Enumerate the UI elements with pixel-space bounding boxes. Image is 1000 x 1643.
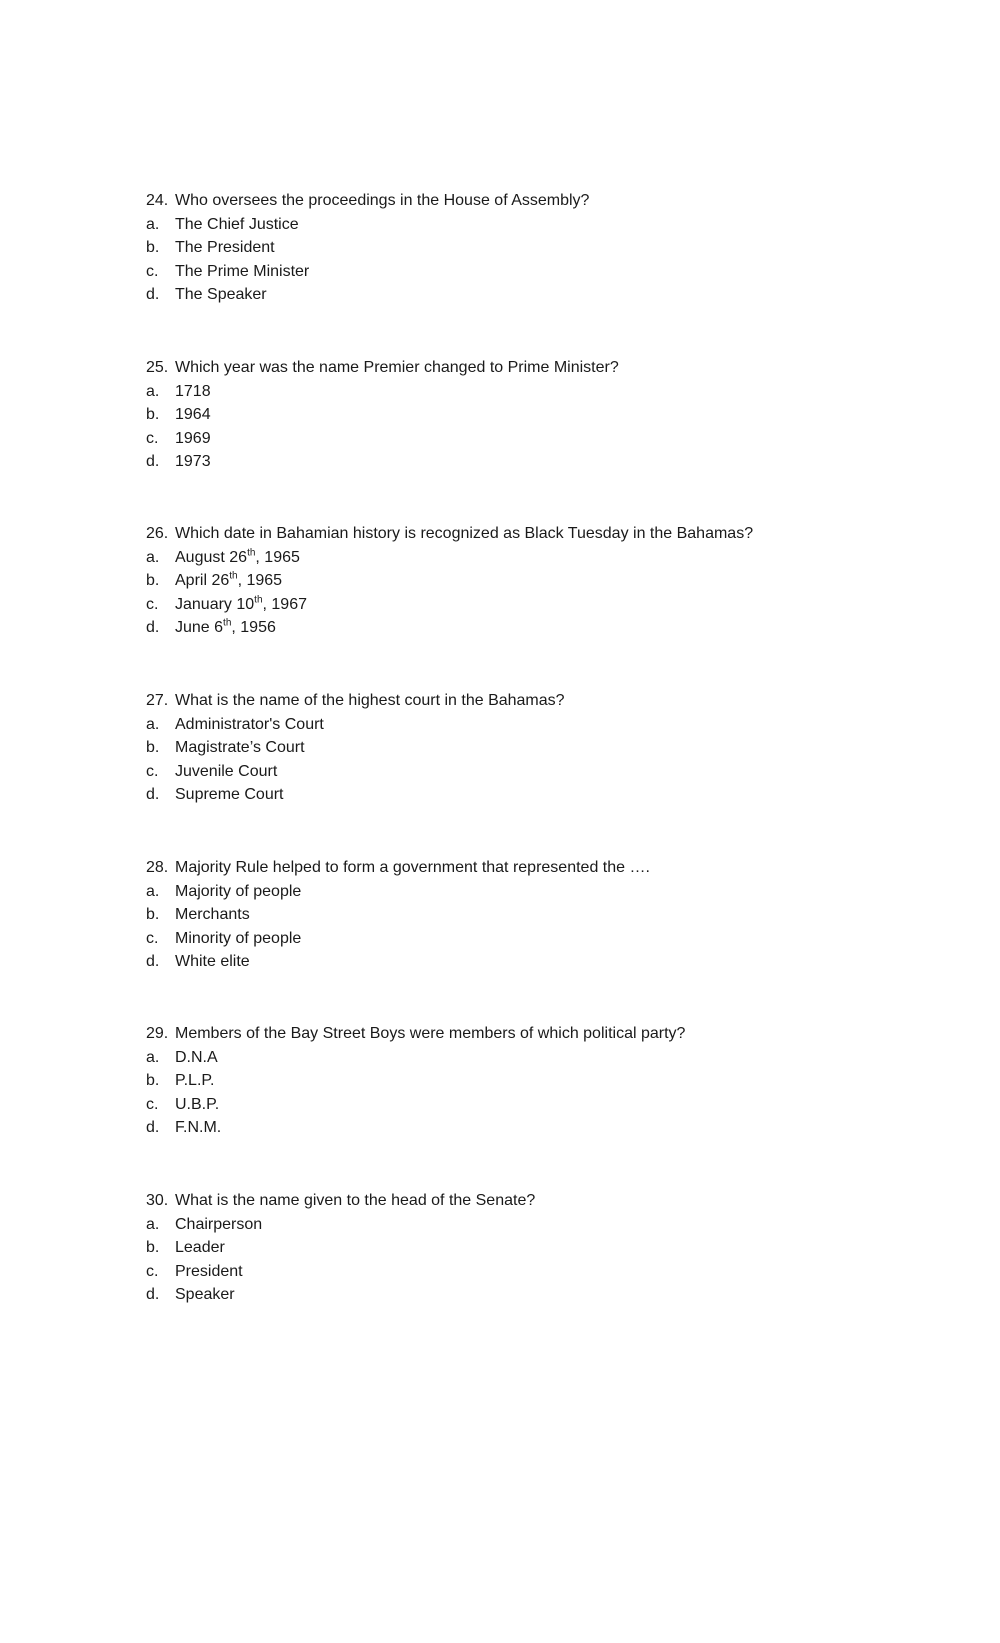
option-letter: c.	[146, 595, 159, 613]
answer-option-b[interactable]	[146, 903, 946, 927]
question-text: What is the name of the highest court in the Bahamas?	[175, 692, 565, 709]
ordinal-suffix: th	[223, 617, 232, 629]
option-text: Juvenile Court	[175, 762, 278, 780]
question-number: 27.	[146, 692, 169, 709]
option-letter: c.	[146, 762, 159, 780]
answer-option-b[interactable]	[146, 1236, 946, 1260]
option-text: D.N.A	[175, 1048, 218, 1066]
option-text: 1969	[175, 429, 211, 447]
option-text: U.B.P.	[175, 1095, 220, 1113]
date-year: , 1965	[237, 572, 283, 589]
question-stem	[146, 856, 946, 880]
option-letter: b.	[146, 1072, 160, 1089]
option-text: The Chief Justice	[175, 215, 299, 233]
option-text: The Prime Minister	[175, 262, 310, 280]
option-text	[175, 593, 307, 617]
question-stem	[146, 1189, 946, 1213]
question-number: 25.	[146, 359, 169, 376]
question-30	[146, 1189, 946, 1307]
answer-option-c[interactable]	[146, 927, 946, 951]
question-number: 24.	[146, 192, 169, 209]
option-text: White elite	[175, 953, 250, 970]
option-text: Magistrate’s Court	[175, 739, 305, 756]
question-25	[146, 356, 946, 474]
option-letter: a.	[146, 882, 160, 900]
question-number: 30.	[146, 1192, 169, 1209]
option-text: F.N.M.	[175, 1119, 222, 1136]
date-year: , 1965	[255, 548, 300, 566]
date-year: , 1956	[231, 619, 276, 636]
option-letter: d.	[146, 1119, 160, 1136]
option-text: Supreme Court	[175, 786, 284, 803]
answer-option-b[interactable]	[146, 736, 946, 760]
option-letter: b.	[146, 739, 160, 756]
option-text	[175, 546, 300, 570]
question-text: Who oversees the proceedings in the House of Assembly?	[175, 192, 590, 209]
option-text: Chairperson	[175, 1215, 263, 1233]
question-text: Members of the Bay Street Boys were members of which political party?	[175, 1025, 686, 1042]
option-letter: d.	[146, 786, 160, 803]
option-letter: c.	[146, 1095, 159, 1113]
question-text: Which year was the name Premier changed to Prime Minister?	[175, 359, 619, 376]
answer-option-a[interactable]	[146, 713, 946, 737]
option-letter: a.	[146, 715, 160, 733]
option-letter: c.	[146, 429, 159, 447]
option-text: 1973	[175, 453, 211, 470]
question-stem	[146, 189, 946, 213]
question-27	[146, 689, 946, 807]
answer-option-c[interactable]	[146, 1260, 946, 1284]
option-text: Speaker	[175, 1286, 235, 1303]
answer-option-b[interactable]	[146, 236, 946, 260]
ordinal-suffix: th	[229, 570, 238, 582]
question-29	[146, 1022, 946, 1140]
answer-option-b[interactable]	[146, 569, 946, 593]
ordinal-suffix: th	[254, 594, 263, 606]
option-letter: a.	[146, 1048, 160, 1066]
answer-option-d[interactable]	[146, 783, 946, 807]
date-day: June 6	[175, 619, 224, 636]
date-day: January 10	[175, 595, 255, 613]
question-24	[146, 189, 946, 307]
answer-option-d[interactable]	[146, 1283, 946, 1307]
question-number: 26.	[146, 525, 169, 542]
option-text: 1718	[175, 382, 211, 400]
question-stem	[146, 1022, 946, 1046]
answer-option-a[interactable]	[146, 380, 946, 404]
question-number: 28.	[146, 859, 169, 876]
date-day: April 26	[175, 572, 230, 589]
question-text: Which date in Bahamian history is recognized as Black Tuesday in the Bahamas?	[175, 525, 754, 542]
option-letter: d.	[146, 286, 160, 303]
question-stem	[146, 356, 946, 380]
answer-option-a[interactable]	[146, 1213, 946, 1237]
question-stem	[146, 689, 946, 713]
answer-option-a[interactable]	[146, 1046, 946, 1070]
option-letter: d.	[146, 953, 160, 970]
date-year: , 1967	[262, 595, 307, 613]
answer-option-c[interactable]	[146, 1093, 946, 1117]
answer-option-c[interactable]	[146, 593, 946, 617]
option-letter: a.	[146, 215, 160, 233]
option-text: President	[175, 1262, 243, 1280]
answer-option-d[interactable]	[146, 616, 946, 640]
option-letter: b.	[146, 906, 160, 923]
option-letter: d.	[146, 453, 160, 470]
answer-option-d[interactable]	[146, 450, 946, 474]
question-text: Majority Rule helped to form a government that represented the ….	[175, 859, 650, 876]
question-number: 29.	[146, 1025, 169, 1042]
option-text: Administrator's Court	[175, 715, 324, 733]
option-text: The Speaker	[175, 286, 267, 303]
option-text	[175, 616, 276, 640]
option-letter: d.	[146, 619, 160, 636]
answer-option-a[interactable]	[146, 546, 946, 570]
answer-option-d[interactable]	[146, 283, 946, 307]
option-text: P.L.P.	[175, 1072, 215, 1089]
answer-option-d[interactable]	[146, 1116, 946, 1140]
option-letter: b.	[146, 406, 160, 423]
ordinal-suffix: th	[247, 547, 256, 559]
option-letter: c.	[146, 929, 159, 947]
answer-option-b[interactable]	[146, 1069, 946, 1093]
question-28	[146, 856, 946, 974]
answer-option-d[interactable]	[146, 950, 946, 974]
option-text	[175, 569, 282, 593]
option-text: Majority of people	[175, 882, 302, 900]
answer-option-b[interactable]	[146, 403, 946, 427]
answer-option-c[interactable]	[146, 760, 946, 784]
option-letter: d.	[146, 1286, 160, 1303]
option-text: The President	[175, 239, 275, 256]
answer-option-a[interactable]	[146, 880, 946, 904]
option-letter: c.	[146, 1262, 159, 1280]
option-letter: b.	[146, 572, 160, 589]
option-letter: a.	[146, 1215, 160, 1233]
option-letter: a.	[146, 382, 160, 400]
option-letter: c.	[146, 262, 159, 280]
answer-option-a[interactable]	[146, 213, 946, 237]
option-text: Leader	[175, 1239, 225, 1256]
option-text: Merchants	[175, 906, 250, 923]
answer-option-c[interactable]	[146, 260, 946, 284]
option-text: Minority of people	[175, 929, 302, 947]
option-letter: a.	[146, 548, 160, 566]
question-stem	[146, 522, 946, 546]
option-letter: b.	[146, 1239, 160, 1256]
option-letter: b.	[146, 239, 160, 256]
question-text: What is the name given to the head of the Senate?	[175, 1192, 536, 1209]
date-day: August 26	[175, 548, 248, 566]
question-26	[146, 522, 946, 640]
option-text: 1964	[175, 406, 211, 423]
answer-option-c[interactable]	[146, 427, 946, 451]
